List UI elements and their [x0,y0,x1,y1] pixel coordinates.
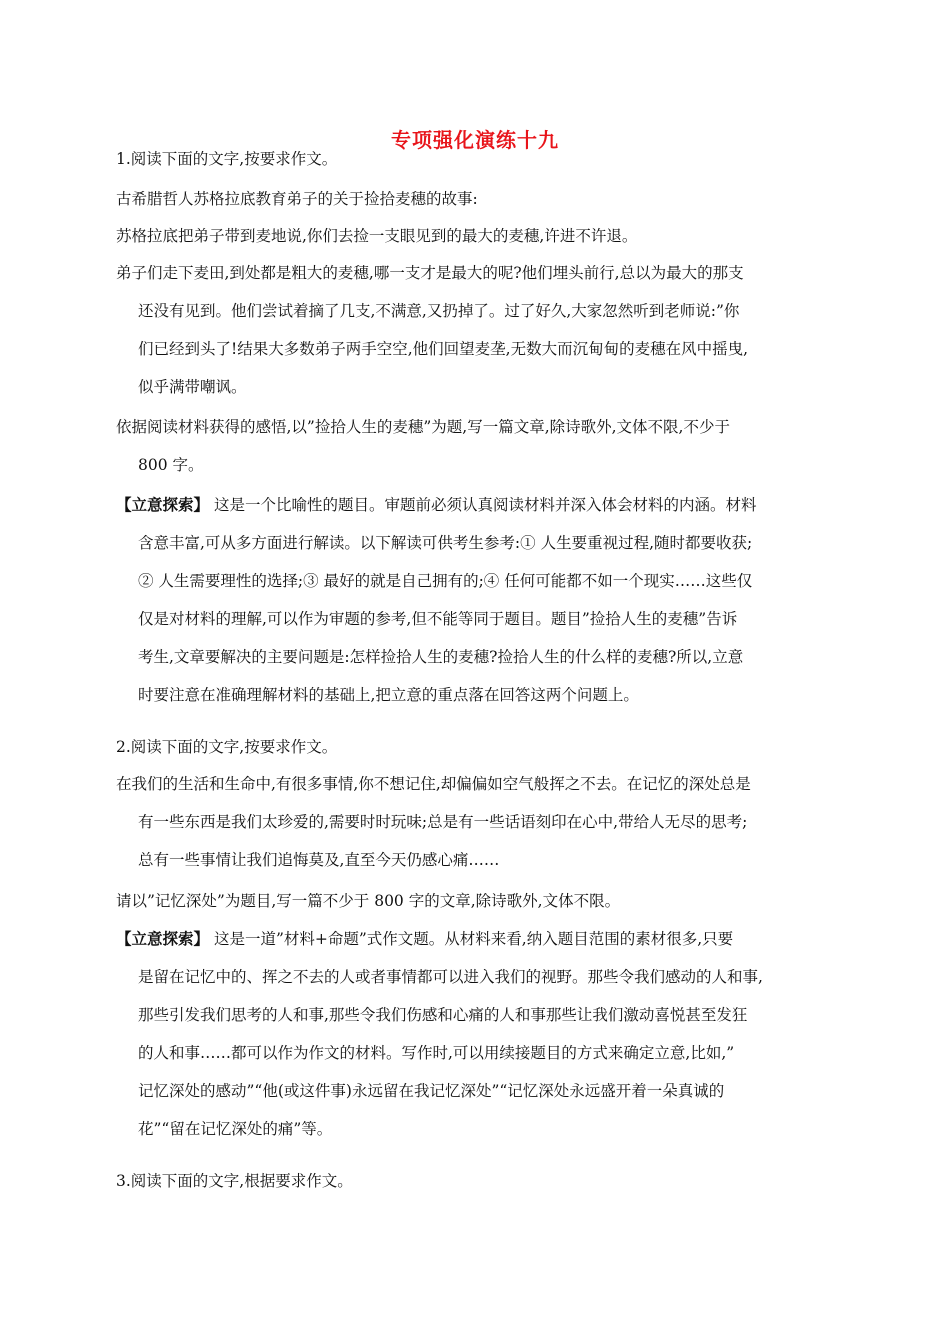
q1-heading: 1.阅读下面的文字,按要求作文。 [116,150,338,168]
q1-story-line: 还没有见到。他们尝试着摘了几支,不满意,又扔掉了。过了好久,大家忽然听到老师说:”你 [138,302,740,320]
q1-task-line: 800 字。 [138,456,204,474]
q1-intro: 古希腊哲人苏格拉底教育弟子的关于捡拾麦穗的故事: [116,190,478,208]
q2-task: 请以”记忆深处”为题目,写一篇不少于 800 字的文章,除诗歌外,文体不限。 [116,892,621,910]
q1-story-lead: 苏格拉底把弟子带到麦地说,你们去捡一支眼见到的最大的麦穗,许进不许退。 [116,227,638,245]
q2-material [116,765,828,879]
q1-analysis [116,486,828,714]
q1-story-line: 似乎满带嘲讽。 [138,378,247,396]
q1-analysis-line: 时要注意在准确理解材料的基础上,把立意的重点落在回答这两个问题上。 [138,686,639,704]
q1-story-line: 们已经到头了!结果大多数弟子两手空空,他们回望麦垄,无数大而沉甸甸的麦穗在风中摇曳, [138,340,749,358]
document-title: 专项强化演练十九 [391,128,559,152]
q2-analysis-line: 记忆深处的感动”“他(或这件事)永远留在我记忆深处”“记忆深处永远盛开着一朵真诚的 [138,1082,725,1100]
q2-material-line: 有一些东西是我们太珍爱的,需要时时玩味;总是有一些话语刻印在心中,带给人无尽的思考; [138,813,748,831]
q3-heading: 3.阅读下面的文字,根据要求作文。 [116,1172,353,1190]
q1-task-line: 依据阅读材料获得的感悟,以”捡拾人生的麦穗”为题,写一篇文章,除诗歌外,文体不限,不少于 [116,418,730,436]
q1-analysis-line: 仅是对材料的理解,可以作为审题的参考,但不能等同于题目。题目”捡拾人生的麦穗”告诉 [138,610,738,628]
q1-analysis-line: 含意丰富,可从多方面进行解读。以下解读可供考生参考:① 人生要重视过程,随时都要收获; [138,534,753,552]
q2-material-line: 在我们的生活和生命中,有很多事情,你不想记住,却偏偏如空气般挥之不去。在记忆的深处总是 [116,775,751,793]
q1-story-line: 弟子们走下麦田,到处都是粗大的麦穗,哪一支才是最大的呢?他们埋头前行,总以为最大的那支 [116,264,744,282]
q1-task [116,408,828,484]
q1-analysis-line: 【立意探索】 这是一个比喻性的题目。审题前必须认真阅读材料并深入体会材料的内涵。材料 [116,496,757,514]
q1-analysis-line: ② 人生需要理性的选择;③ 最好的就是自己拥有的;④ 任何可能都不如一个现实……这些仅 [138,572,753,590]
q2-material-line: 总有一些事情让我们追悔莫及,直至今天仍感心痛…… [138,851,500,869]
q1-story [116,254,828,406]
q2-analysis-label: 【立意探索】 [116,930,210,948]
q1-analysis-line: 考生,文章要解决的主要问题是:怎样捡拾人生的麦穗?捡拾人生的什么样的麦穗?所以,立意 [138,648,744,666]
q2-analysis-line: 花”“留在记忆深处的痛”等。 [138,1120,333,1138]
q2-analysis-line: 那些引发我们思考的人和事,那些令我们伤感和心痛的人和事那些让我们激动喜悦甚至发狂 [138,1006,748,1024]
q2-analysis [116,920,828,1148]
q2-analysis-line: 的人和事……都可以作为作文的材料。写作时,可以用续接题目的方式来确定立意,比如,” [138,1044,735,1062]
q2-heading: 2.阅读下面的文字,按要求作文。 [116,738,338,756]
q2-analysis-line: 【立意探索】 这是一道”材料+命题”式作文题。从材料来看,纳入题目范围的素材很多,只要 [116,930,734,948]
q1-analysis-label: 【立意探索】 [116,496,210,514]
q2-analysis-line: 是留在记忆中的、挥之不去的人或者事情都可以进入我们的视野。那些令我们感动的人和事, [138,968,763,986]
